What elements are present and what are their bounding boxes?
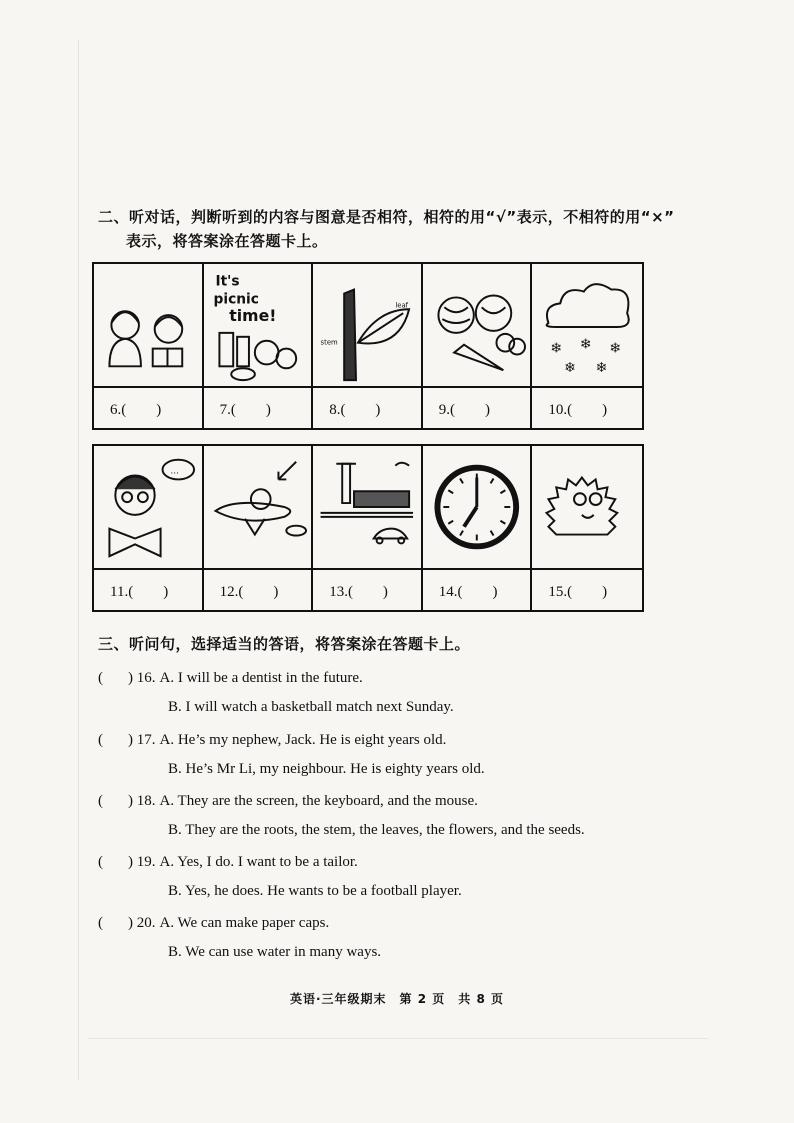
two-girls-reading-icon <box>94 264 204 388</box>
question-11-label[interactable]: 11.( ) <box>94 570 204 610</box>
stem-and-leaf-icon <box>313 264 423 388</box>
option-a: A. He’s my nephew, Jack. He is eight years old. <box>159 732 447 748</box>
question-7-label[interactable]: 7.( ) <box>204 388 314 428</box>
picture-grid-1 <box>92 262 644 430</box>
question-13-label[interactable]: 13.( ) <box>313 570 423 610</box>
svg-text:...: ... <box>170 466 179 477</box>
svg-text:picnic: picnic <box>213 291 259 308</box>
paren-close: ) <box>128 732 133 748</box>
option-a: A. We can make paper caps. <box>159 915 330 931</box>
svg-text:❄: ❄ <box>596 360 608 377</box>
question-9-label[interactable]: 9.( ) <box>423 388 533 428</box>
snow-cloud-icon <box>532 264 642 388</box>
question-18-option-b: B. They are the roots, the stem, the leaves, the flowers, and the seeds. <box>168 822 585 838</box>
question-number: 17. <box>136 732 156 748</box>
question-19 <box>98 852 658 872</box>
question-12-label[interactable]: 12.( ) <box>204 570 314 610</box>
paren-open: ( <box>98 670 103 686</box>
answer-paren[interactable] <box>98 668 128 688</box>
boy-reading-icon <box>94 446 204 570</box>
question-20 <box>98 913 658 933</box>
svg-text:It's: It's <box>215 273 240 290</box>
airplane-icon <box>204 446 314 570</box>
section-2-heading-line2: 表示，将答案涂在答题卡上。 <box>126 232 328 250</box>
section-2-heading-line1: 二、听对话，判断听到的内容与图意是否相符，相符的用“√”表示，不相符的用“×” <box>98 208 675 226</box>
question-19-option-b: B. Yes, he does. He wants to be a football player. <box>168 883 462 899</box>
question-8-label[interactable]: 8.( ) <box>313 388 423 428</box>
question-16-option-b: B. I will watch a basketball match next Sunday. <box>168 699 454 715</box>
question-15-label[interactable]: 15.( ) <box>548 583 608 600</box>
question-20-option-b: B. We can use water in many ways. <box>168 944 382 960</box>
svg-text:❄: ❄ <box>580 336 592 353</box>
svg-text:time!: time! <box>228 306 277 326</box>
svg-text:stem: stem <box>320 338 338 347</box>
option-a: A. Yes, I do. I want to be a tailor. <box>159 854 358 870</box>
question-10-label[interactable]: 10.( ) <box>548 401 608 418</box>
paren-close: ) <box>128 915 133 931</box>
answer-paren[interactable] <box>98 730 128 750</box>
paren-open: ( <box>98 854 103 870</box>
svg-text:❄: ❄ <box>609 340 622 357</box>
answer-paren[interactable] <box>98 791 128 811</box>
question-14-label[interactable]: 14.( ) <box>423 570 533 610</box>
answer-paren[interactable] <box>98 852 128 872</box>
clock-icon <box>423 446 533 570</box>
section-2-heading <box>98 205 698 253</box>
svg-text:❄: ❄ <box>564 360 577 377</box>
picture-grid-2 <box>92 444 644 612</box>
option-a: A. They are the screen, the keyboard, and the mouse. <box>159 793 478 809</box>
paren-open: ( <box>98 915 103 931</box>
svg-text:leaf: leaf <box>395 301 409 310</box>
answer-paren[interactable] <box>98 913 128 933</box>
svg-text:❄: ❄ <box>550 340 563 357</box>
paren-open: ( <box>98 793 103 809</box>
paren-open: ( <box>98 732 103 748</box>
vegetables-icon <box>423 264 533 388</box>
question-18 <box>98 791 658 811</box>
airport-icon <box>313 446 423 570</box>
question-number: 18. <box>136 793 156 809</box>
question-number: 16. <box>136 670 156 686</box>
question-number: 20. <box>136 915 156 931</box>
picnic-time-icon <box>204 264 314 388</box>
paren-close: ) <box>128 854 133 870</box>
question-number: 19. <box>136 854 156 870</box>
question-16 <box>98 668 658 688</box>
question-6-label[interactable]: 6.( ) <box>94 388 204 428</box>
option-a: A. I will be a dentist in the future. <box>159 670 363 686</box>
section-3-heading: 三、听问句，选择适当的答语，将答案涂在答题卡上。 <box>98 635 471 653</box>
paren-close: ) <box>128 793 133 809</box>
hedgehog-icon <box>532 446 642 570</box>
question-17 <box>98 730 658 750</box>
footer-rule <box>88 1038 708 1039</box>
paren-close: ) <box>128 670 133 686</box>
page-footer: 英语·三年级期末 第 2 页 共 8 页 <box>290 992 504 1006</box>
question-17-option-b: B. He’s Mr Li, my neighbour. He is eighty years old. <box>168 761 485 777</box>
